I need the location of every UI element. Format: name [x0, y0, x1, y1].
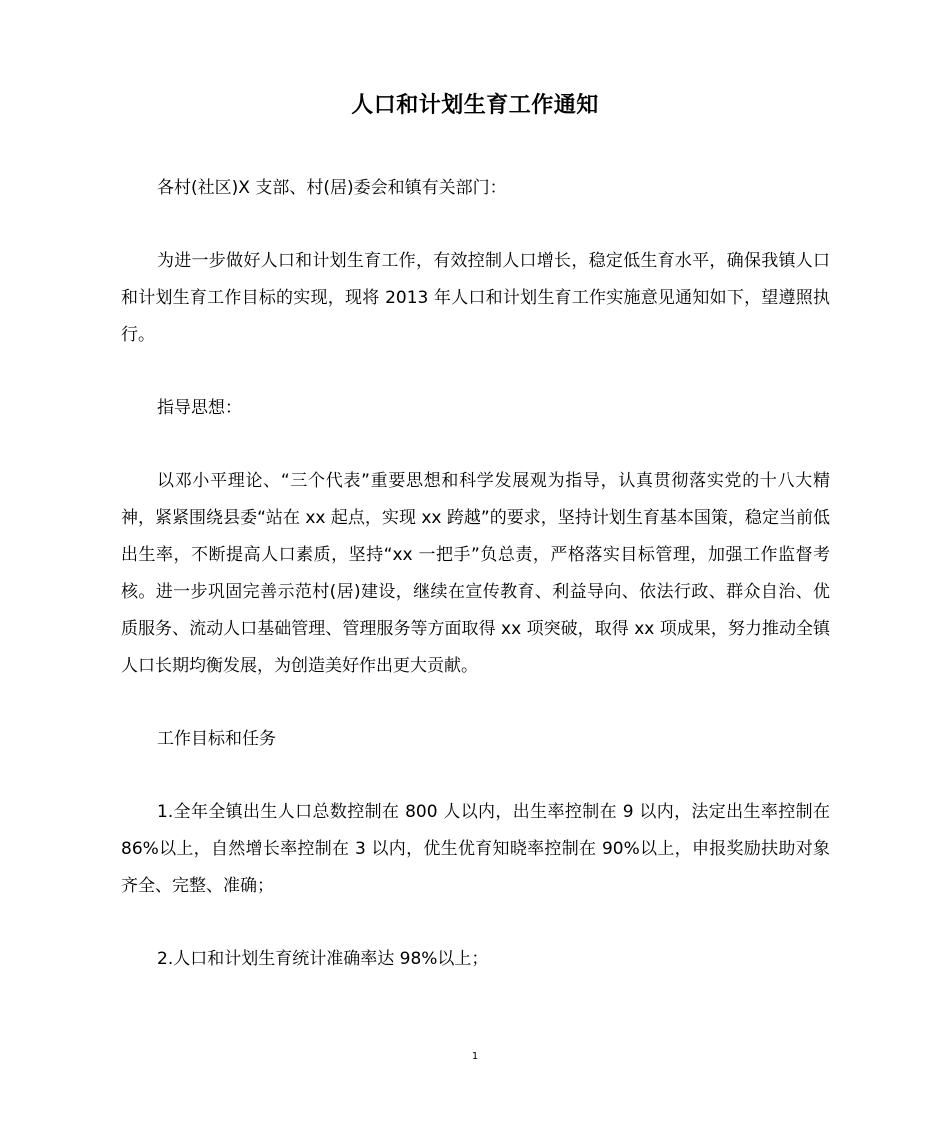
document-body: [121, 170, 830, 1014]
section-heading-guiding-ideology: 指导思想：: [157, 398, 242, 418]
section-heading-goals-tasks: 工作目标和任务: [157, 729, 276, 749]
intro-paragraph: 为进一步做好人口和计划生育工作，有效控制人口增长，稳定低生育水平，确保我镇人口和计划生育工作目标的实现，现将 2013 年人口和计划生育工作实施意见通知如下，望遵照执行。: [121, 251, 830, 345]
salutation-paragraph: 各村(社区)X 支部、村(居)委会和镇有关部门：: [157, 178, 507, 198]
guiding-ideology-paragraph: 以邓小平理论、“三个代表”重要思想和科学发展观为指导，认真贯彻落实党的十八大精神，紧紧围绕县委“站在 xx 起点，实现 xx 跨越”的要求，坚持计划生育基本国策，稳定当前低出生率，不断提高人口素质，坚持“xx 一把手”负总责，严格落实目标管理，加强工作监督考核。进一步巩固完善示范村(居)建设，继续在宣传教育、利益导向、依法行政、群众自治、优质服务、流动人口基础管理、管理服务等方面取得 xx 项突破，取得 xx 项成果，努力推动全镇人口长期均衡发展，为创造美好作出更大贡献。: [121, 471, 830, 676]
document-title: 人口和计划生育工作通知: [351, 93, 599, 118]
goal-item-2: 2.人口和计划生育统计准确率达 98%以上；: [157, 949, 489, 969]
page-number: 1: [471, 1051, 479, 1062]
goal-item-1: 1.全年全镇出生人口总数控制在 800 人以内，出生率控制在 9 以内，法定出生率控制在 86%以上，自然增长率控制在 3 以内，优生优育知晓率控制在 90%以上，申报奖励扶助对象齐全、完整、准确；: [121, 802, 830, 896]
